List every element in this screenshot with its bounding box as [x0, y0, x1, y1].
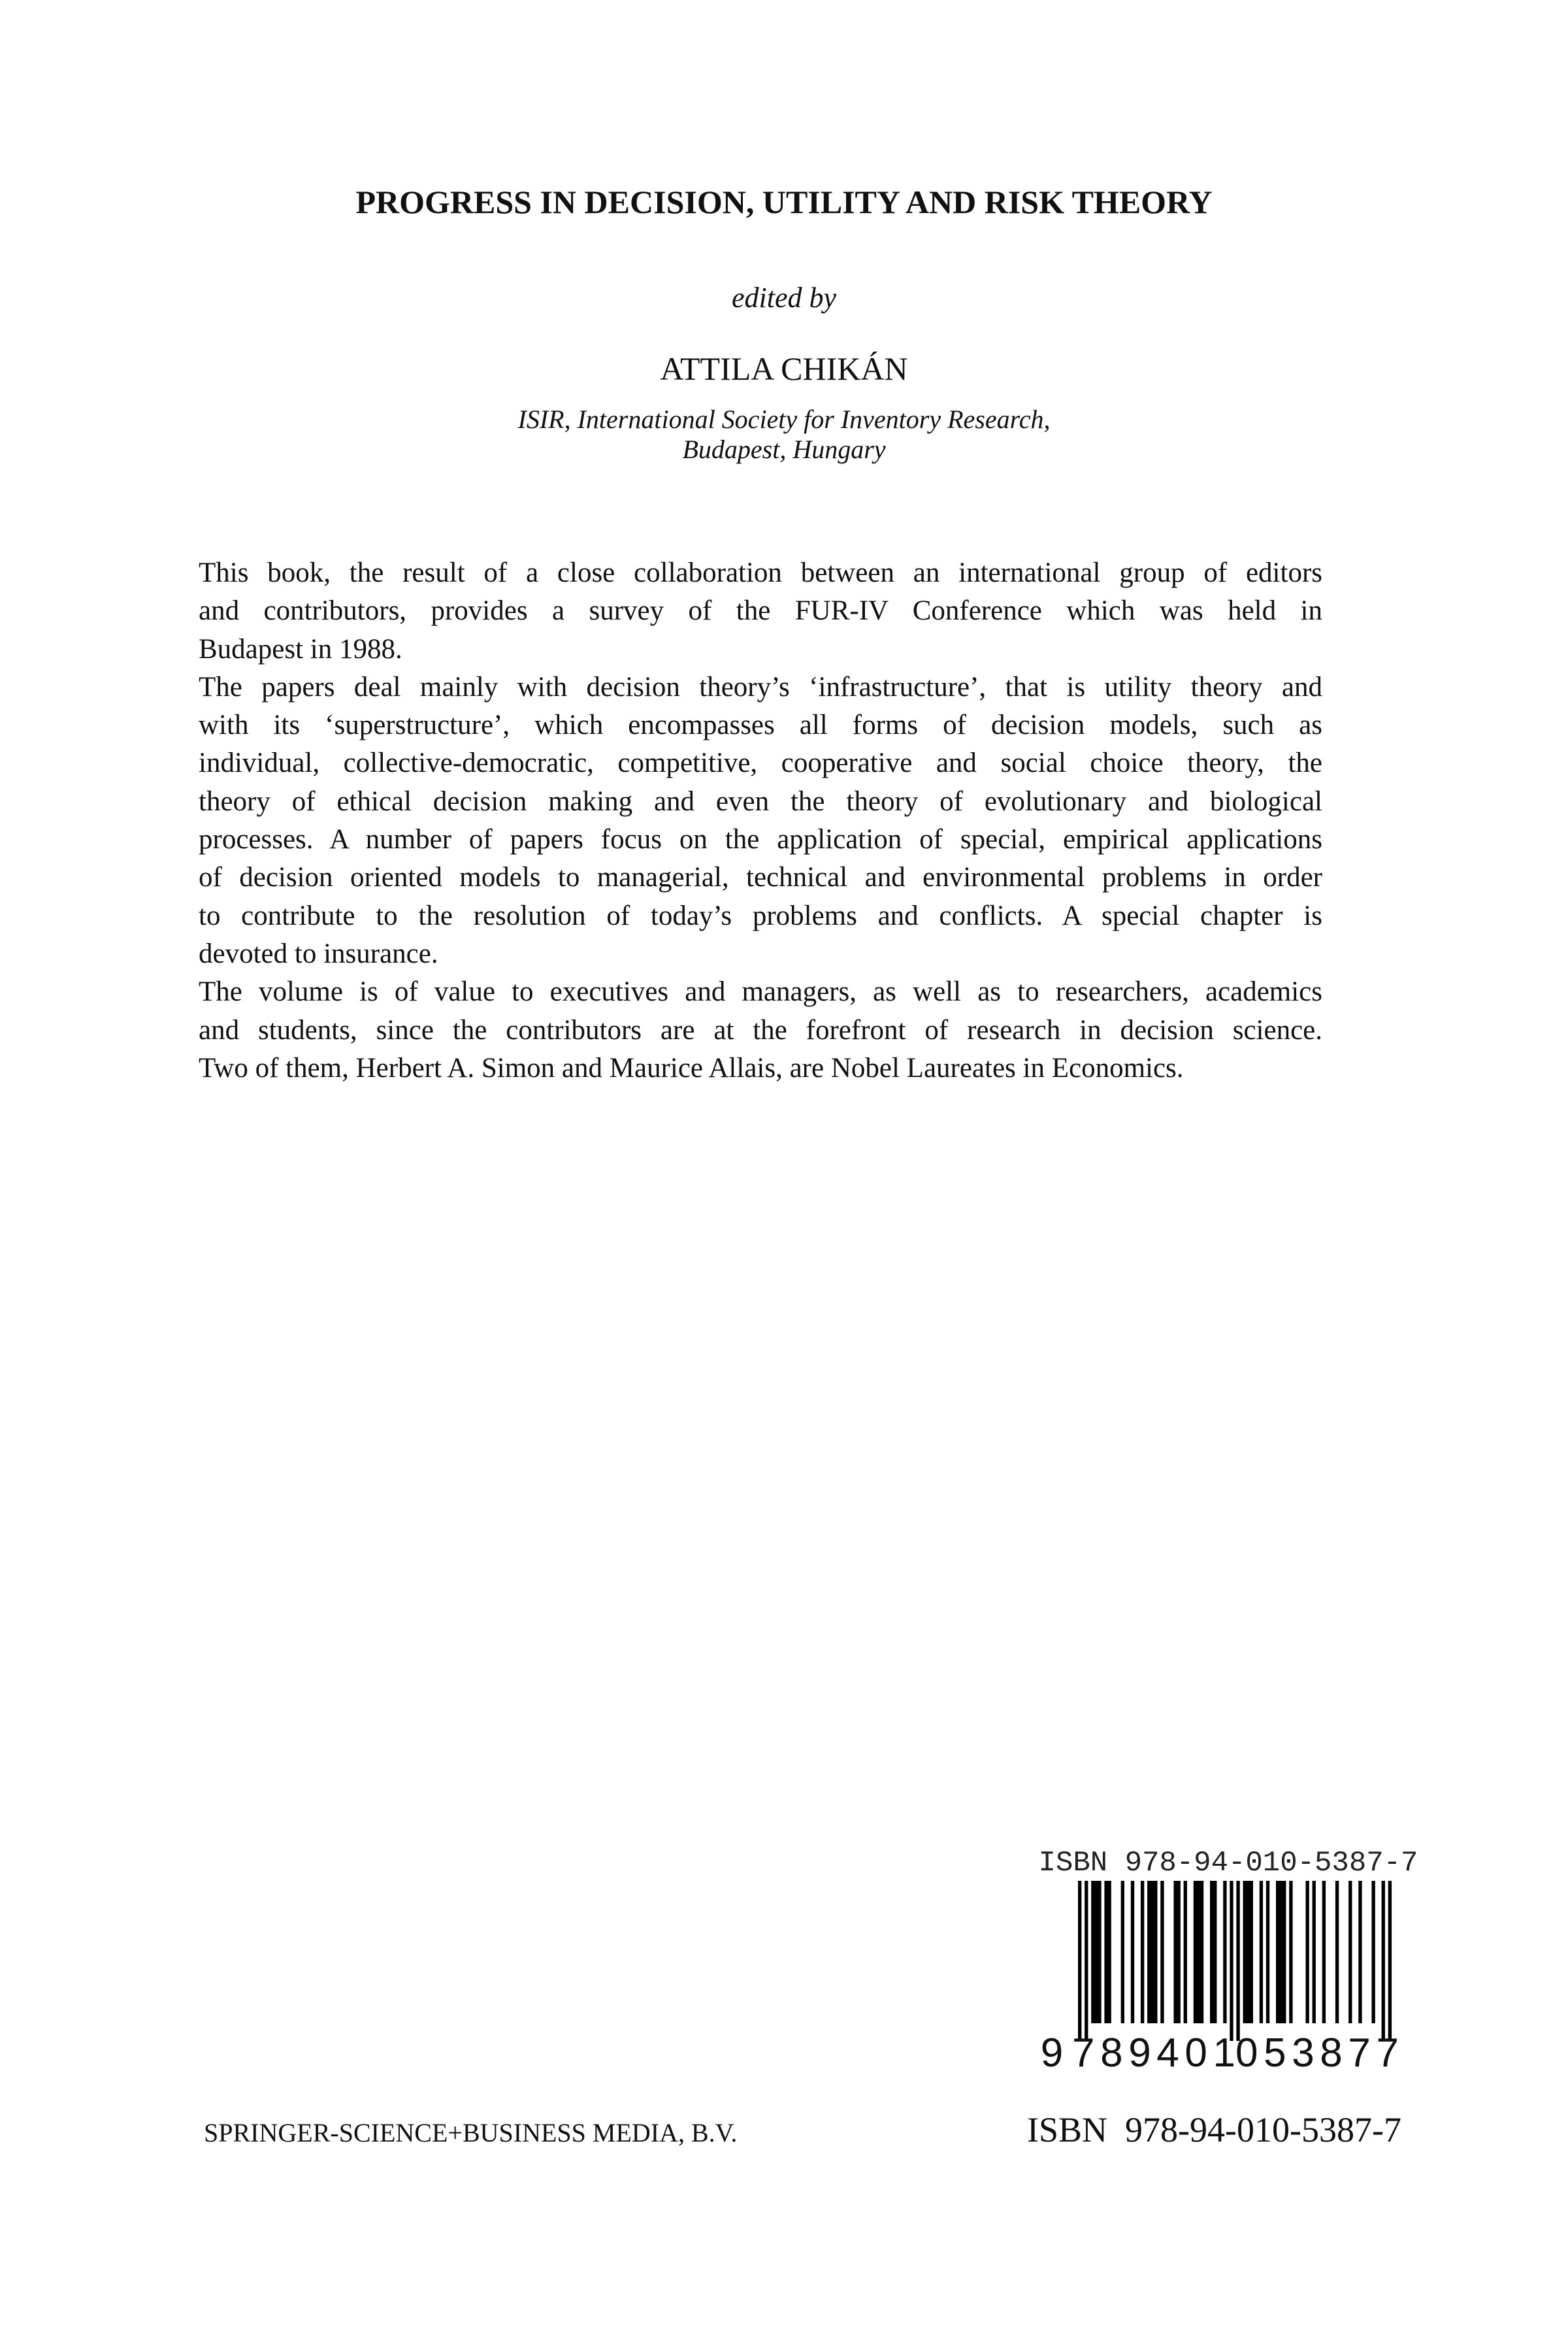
- barcode-bar: [1313, 1881, 1316, 2023]
- barcode-bar: [1210, 1881, 1213, 2023]
- book-title: PROGRESS IN DECISION, UTILITY AND RISK THEORY: [355, 184, 1213, 220]
- barcode-bar: [1279, 1881, 1282, 2023]
- barcode-bar: [1160, 1881, 1164, 2023]
- editor-affiliation: ISIR, International Society for Inventory Research,: [517, 405, 1051, 434]
- editor-name: ATTILA CHIKÁN: [660, 350, 908, 387]
- barcode-bar: [1260, 1881, 1263, 2023]
- barcode-bar: [1348, 1881, 1352, 2023]
- barcode-bar: [1177, 1881, 1181, 2023]
- description-line: theory of ethical decision making and even the theory of evolutionary and biological: [199, 786, 1322, 817]
- barcode-bar: [1223, 1881, 1226, 2023]
- barcode-bar: [1173, 1881, 1177, 2023]
- barcode-bar: [1121, 1881, 1124, 2023]
- barcode-bar: [1230, 1881, 1233, 2041]
- barcode-bar: [1107, 1881, 1111, 2023]
- barcode-bar: [1305, 1881, 1309, 2023]
- barcode-bar: [1243, 1881, 1247, 2023]
- barcode-bar: [1358, 1881, 1362, 2023]
- description-line: devoted to insurance.: [199, 938, 438, 969]
- barcode-right-digits: 053877: [1235, 2030, 1399, 2076]
- barcode-bar: [1154, 1881, 1157, 2023]
- book-description: [199, 554, 1322, 1087]
- isbn-number: ISBN 978-94-010-5387-7: [1027, 2110, 1401, 2149]
- barcode-bar: [1236, 1881, 1239, 2041]
- barcode-bar: [1335, 1881, 1339, 2023]
- barcode-bar: [1131, 1881, 1134, 2023]
- publisher-name: SPRINGER-SCIENCE+BUSINESS MEDIA, B.V.: [204, 2118, 738, 2147]
- barcode-bar: [1141, 1881, 1144, 2023]
- barcode-isbn-label: ISBN 978-94-010-5387-7: [1038, 1847, 1418, 1880]
- description-line: and contributors, provides a survey of the FUR-IV Conference which was held in: [199, 595, 1322, 627]
- description-line: The papers deal mainly with decision theory’s ‘infrastructure’, that is utility theory and: [199, 671, 1322, 703]
- barcode-bar: [1085, 1881, 1088, 2041]
- barcode-bar: [1282, 1881, 1286, 2023]
- barcode-bar: [1197, 1881, 1200, 2023]
- description-line: Two of them, Herbert A. Simon and Maurice Allais, are Nobel Laureates in Economics.: [199, 1052, 1184, 1084]
- barcode-bar: [1276, 1881, 1279, 2023]
- description-line: to contribute to the resolution of today’s problems and conflicts. A special chapter is: [199, 900, 1322, 931]
- barcode-bar: [1322, 1881, 1326, 2023]
- barcode-bar: [1104, 1881, 1107, 2023]
- description-line: individual, collective-democratic, competitive, cooperative and social choice theory, the: [199, 748, 1322, 779]
- description-line: of decision oriented models to managerial, technical and environmental problems in order: [199, 862, 1322, 893]
- barcode-bars: [1078, 1881, 1392, 2041]
- description-line: and students, since the contributors are at the forefront of research in decision science.: [199, 1014, 1322, 1046]
- barcode-bar: [1091, 1881, 1094, 2023]
- barcode-bar: [1094, 1881, 1098, 2023]
- barcode-bar: [1151, 1881, 1154, 2023]
- barcode-bar: [1147, 1881, 1151, 2023]
- barcode-left-digits: 789401: [1072, 2030, 1235, 2076]
- barcode-bar: [1194, 1881, 1197, 2023]
- barcode-bar: [1247, 1881, 1250, 2023]
- barcode-first-digit: 9: [1040, 2030, 1064, 2076]
- barcode-bar: [1200, 1881, 1203, 2023]
- barcode-bar: [1371, 1881, 1375, 2023]
- isbn-barcode: [1026, 1830, 1431, 2078]
- editor-location: Budapest, Hungary: [682, 435, 886, 464]
- description-line: processes. A number of papers focus on the application of special, empirical applications: [199, 824, 1322, 855]
- barcode-bar: [1098, 1881, 1101, 2023]
- edited-by-label: edited by: [731, 282, 837, 314]
- description-line: Budapest in 1988.: [199, 633, 402, 665]
- barcode-bar: [1250, 1881, 1253, 2023]
- barcode-bar: [1266, 1881, 1269, 2023]
- barcode-bar: [1382, 1881, 1385, 2041]
- barcode-bar: [1213, 1881, 1217, 2023]
- description-line: The volume is of value to executives and managers, as well as to researchers, academics: [199, 976, 1322, 1008]
- barcode-bar: [1388, 1881, 1392, 2041]
- description-line: with its ‘superstructure’, which encompasses all forms of decision models, such as: [199, 710, 1322, 741]
- barcode-bar: [1078, 1881, 1081, 2041]
- description-line: This book, the result of a close collaboration between an international group of editors: [199, 557, 1322, 588]
- barcode-bar: [1184, 1881, 1187, 2023]
- barcode-bar: [1289, 1881, 1292, 2023]
